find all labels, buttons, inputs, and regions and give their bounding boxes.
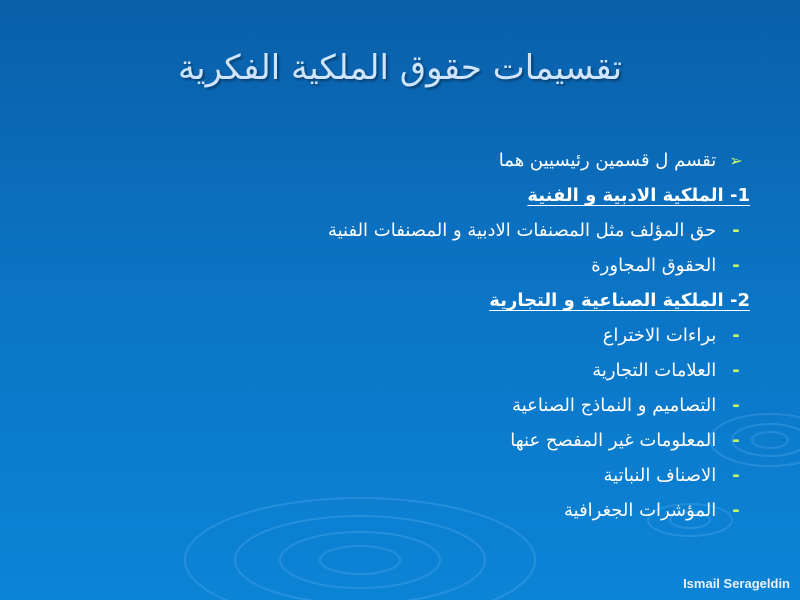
author-credit: Ismail Serageldin [683, 576, 790, 591]
list-item: - الحقوق المجاورة [130, 248, 750, 283]
section-heading-industrial: 2- الملكية الصناعية و التجارية [489, 290, 750, 311]
list-item: - المعلومات غير المفصح عنها [130, 423, 750, 458]
dash-bullet-icon: - [732, 430, 740, 451]
dash-bullet-icon: - [732, 500, 740, 521]
list-item: - العلامات التجارية [130, 353, 750, 388]
dash-bullet-icon: - [732, 325, 740, 346]
intro-line [130, 143, 750, 178]
dash-bullet-icon: - [732, 395, 740, 416]
dash-bullet-icon: - [732, 465, 740, 486]
slide-content [130, 143, 750, 528]
arrowhead-bullet-icon: ➢ [729, 151, 743, 170]
dash-bullet-icon: - [732, 220, 740, 241]
list-item: - التصاميم و النماذج الصناعية [130, 388, 750, 423]
list-item: - حق المؤلف مثل المصنفات الادبية و المصنفات الفنية [130, 213, 750, 248]
list-item: - الاصناف النباتية [130, 458, 750, 493]
dash-bullet-icon: - [732, 255, 740, 276]
list-item: - براءات الاختراع [130, 318, 750, 353]
slide-title: تقسيمات حقوق الملكية الفكرية [177, 48, 623, 88]
section-heading-literary: 1- الملكية الادبية و الفنية [527, 185, 750, 206]
list-item: - المؤشرات الجغرافية [130, 493, 750, 528]
intro-text: تقسم ل قسمين رئيسيين هما [498, 150, 717, 171]
dash-bullet-icon: - [732, 360, 740, 381]
